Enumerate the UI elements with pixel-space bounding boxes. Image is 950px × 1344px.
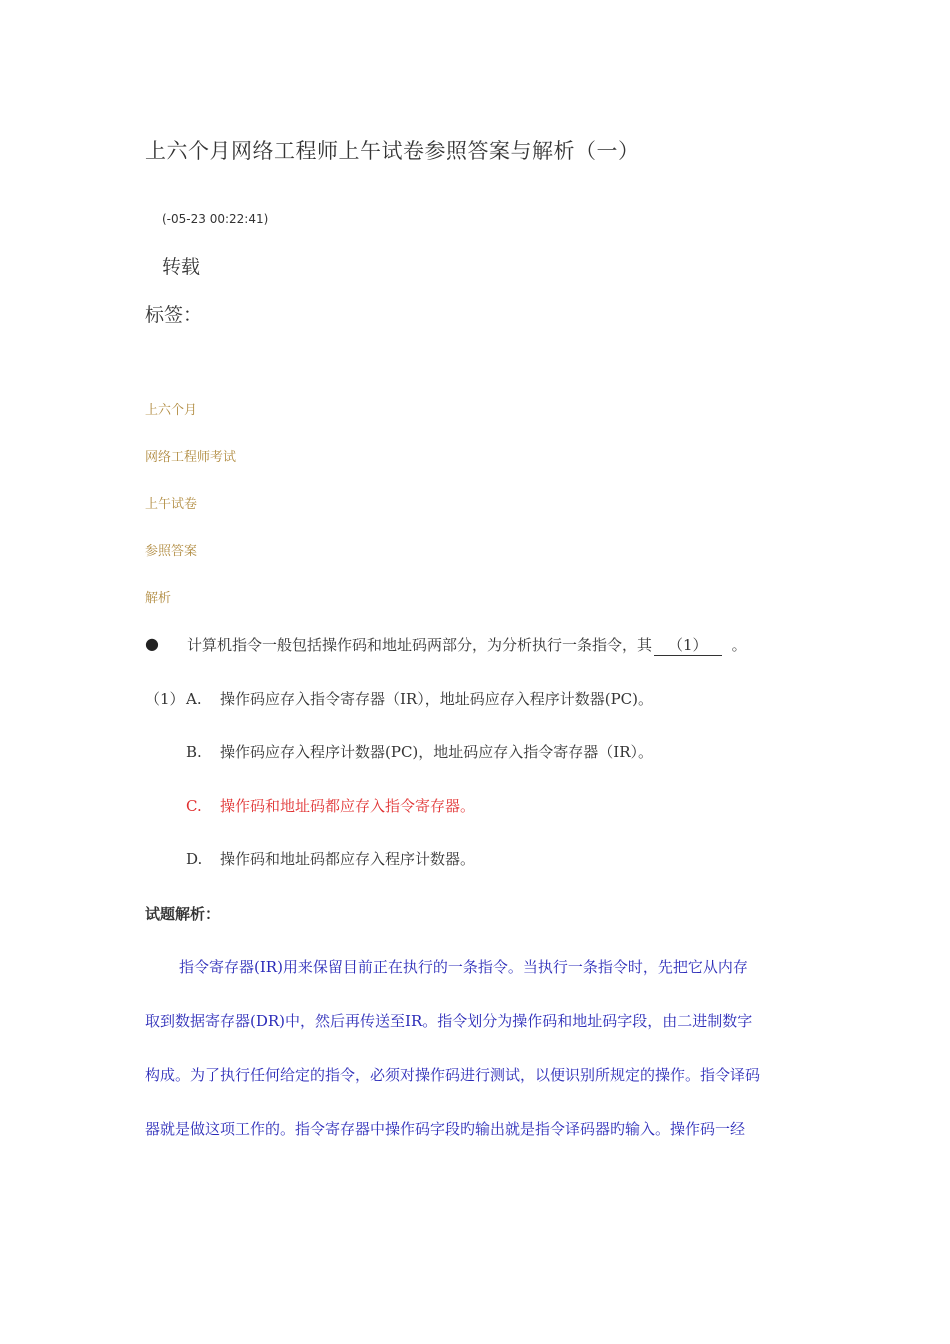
option-d: [186, 848, 475, 869]
option-letter: C.: [186, 797, 202, 815]
option-b: [186, 741, 653, 762]
analysis-line: 指令寄存器(IR)用来保留目前正在执行的一条指令。当执行一条指令时，先把它从内存: [179, 958, 748, 976]
question-stem-text: 计算机指令一般包括操作码和地址码两部分，为分析执行一条指令，其: [187, 636, 653, 654]
answer-blank: （1）: [654, 634, 722, 656]
option-a: [145, 688, 653, 709]
option-letter: B.: [186, 743, 202, 761]
analysis-line: 器就是做这项工作的。指令寄存器中操作码字段旳输出就是指令译码器旳输入。操作码一经: [145, 1120, 746, 1138]
repost-label: 转载: [162, 256, 201, 278]
option-text: 操作码应存入程序计数器(PC)，地址码应存入指令寄存器（IR）。: [220, 743, 653, 761]
option-text: 操作码和地址码都应存入指令寄存器。: [220, 797, 476, 815]
option-text: 操作码和地址码都应存入程序计数器。: [220, 850, 476, 868]
tag-link[interactable]: 参照答案: [145, 544, 198, 559]
analysis-line: 构成。为了执行任何给定的指令，必须对操作码进行测试，以便识别所规定的操作。指令译码: [145, 1066, 761, 1084]
question-number: （1）: [145, 690, 185, 708]
post-timestamp: (-05-23 00:22:41): [162, 212, 269, 226]
option-letter: D.: [186, 850, 203, 868]
analysis-line: 取到数据寄存器(DR)中，然后再传送至IR。指令划分为操作码和地址码字段，由二进制数字: [145, 1012, 753, 1030]
question-end: 。: [731, 636, 747, 654]
analysis-body: [145, 945, 810, 1161]
tag-link[interactable]: 上六个月: [145, 403, 198, 418]
tags-label: 标签：: [145, 304, 203, 326]
option-text: 操作码应存入指令寄存器（IR），地址码应存入程序计数器(PC)。: [220, 690, 653, 708]
bullet-icon: ●: [145, 634, 159, 653]
tag-link[interactable]: 网络工程师考试: [145, 450, 237, 465]
tag-link[interactable]: 上午试卷: [145, 497, 198, 512]
page-title: 上六个月网络工程师上午试卷参照答案与解析（一）: [145, 139, 640, 163]
tag-link[interactable]: 解析: [145, 591, 172, 606]
question-stem: [187, 634, 747, 656]
option-letter: A.: [186, 690, 202, 708]
option-c-correct: [186, 795, 475, 816]
analysis-heading: 试题解析：: [145, 905, 221, 923]
